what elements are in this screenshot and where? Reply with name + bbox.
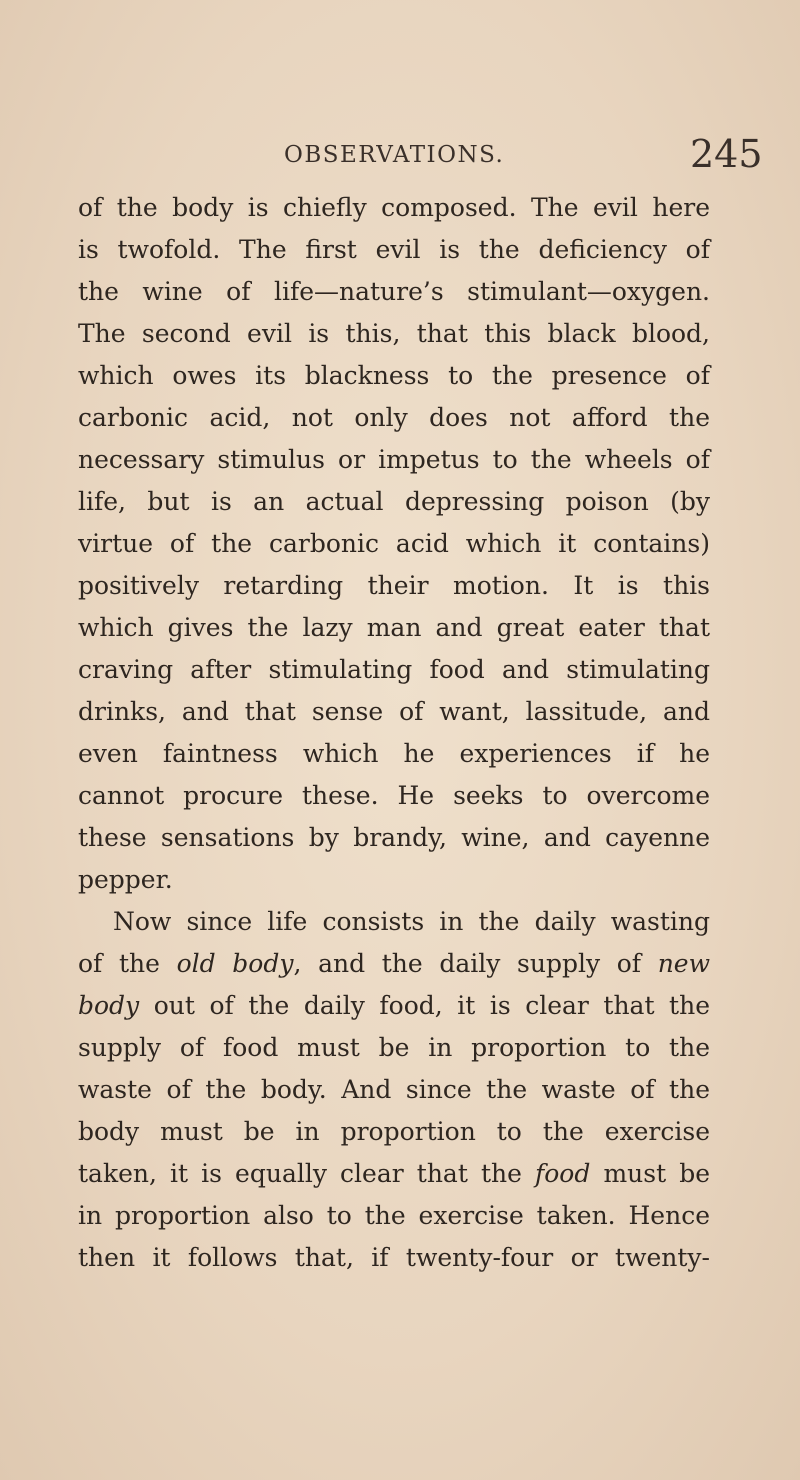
text-line: supply of food must be in proportion to the	[78, 1033, 710, 1062]
text-line: necessary stimulus or impetus to the wheels of	[78, 445, 710, 474]
text-line: carbonic acid, not only does not afford the	[78, 403, 710, 432]
page-number: 245	[690, 132, 763, 176]
text-line: which gives the lazy man and great eater that	[78, 613, 710, 642]
text-line: of the body is chiefly composed. The evil here	[78, 193, 710, 222]
italic-fragment: body	[78, 991, 140, 1020]
text-line: which owes its blackness to the presence of	[78, 361, 710, 390]
text-line	[78, 1153, 710, 1195]
text-line: the wine of life—nature’s stimulant—oxygen.	[78, 277, 710, 306]
running-title: OBSERVATIONS.	[284, 142, 505, 168]
italic-fragment: old body	[176, 949, 294, 978]
text-fragment: out of the daily food, it is clear that the	[139, 991, 710, 1020]
text-line: is twofold. The first evil is the deficiency of	[78, 235, 710, 264]
text-line: these sensations by brandy, wine, and cayenne	[78, 823, 710, 852]
text-line: then it follows that, if twenty-four or twenty-	[78, 1243, 710, 1272]
text-line: body must be in proportion to the exercise	[78, 1117, 710, 1146]
text-line: even faintness which he experiences if he	[78, 739, 710, 768]
text-line: waste of the body. And since the waste of the	[78, 1075, 710, 1104]
text-fragment: , and the daily supply of	[293, 949, 658, 978]
text-line: pepper.	[78, 865, 173, 894]
text-fragment: taken, it is equally clear that the	[78, 1159, 535, 1188]
text-line: craving after stimulating food and stimulating	[78, 655, 710, 684]
italic-fragment: new	[657, 949, 710, 978]
body-text	[78, 187, 710, 1279]
text-line	[78, 985, 710, 1027]
text-line: drinks, and that sense of want, lassitude, and	[78, 697, 710, 726]
text-line: The second evil is this, that this black blood,	[78, 319, 710, 348]
text-fragment: of the	[78, 949, 177, 978]
text-line: in proportion also to the exercise taken. Hence	[78, 1201, 710, 1230]
italic-fragment: food	[535, 1159, 591, 1188]
text-line: positively retarding their motion. It is this	[78, 571, 710, 600]
page-header	[0, 130, 800, 190]
text-line: life, but is an actual depressing poison (by	[78, 487, 710, 516]
text-line	[78, 943, 710, 985]
text-line: virtue of the carbonic acid which it contains)	[78, 529, 710, 558]
text-line: cannot procure these. He seeks to overcome	[78, 781, 710, 810]
text-fragment: must be	[590, 1159, 711, 1188]
paragraph-start-line: Now since life consists in the daily wasting	[113, 907, 710, 936]
